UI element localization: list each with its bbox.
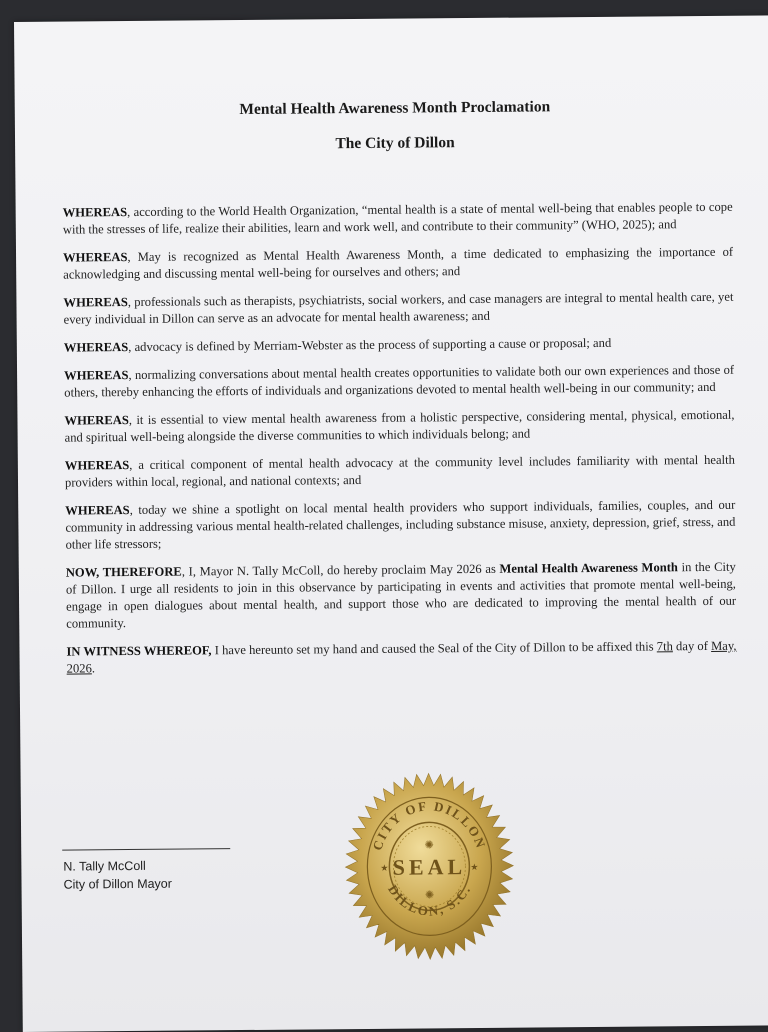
whereas-text: , May is recognized as Mental Health Awareness Month, a time dedicated to emphasizing the importance of acknowledging and discussing mental well-being for ourselves and others; and	[63, 244, 734, 282]
whereas-lead: WHEREAS	[65, 503, 130, 518]
whereas-lead: WHEREAS	[62, 205, 128, 220]
whereas-paragraph-8	[65, 497, 735, 554]
whereas-text: , advocacy is defined by Merriam-Webster as the process of supporting a cause or proposal; and	[128, 335, 612, 355]
therefore-paragraph	[66, 559, 737, 633]
whereas-text: , according to the World Health Organization, “mental health is a state of mental well-being that enables people to cope with the stresses of life, realize their abilities, learn and work well, and contribute to their community” (WHO, 2025); and	[62, 199, 733, 237]
seal-bottom-text: DILLON, S.C.	[385, 881, 474, 919]
signatory-name: N. Tally McColl	[63, 858, 146, 874]
whereas-paragraph-1	[63, 199, 733, 239]
seal-top-text: CITY OF DILLON	[369, 798, 490, 853]
whereas-paragraph-4	[64, 334, 734, 357]
whereas-text: , today we shine a spotlight on local mental health providers who support individuals, families, couples, and our community in addressing various mental health-related challenges, including substance misuse, anxiety, depression, grief, stress, and other life stressors;	[65, 497, 736, 552]
whereas-text: , it is essential to view mental health awareness from a holistic perspective, considering mental, physical, emotional, and spiritual well-being alongside the diverse communities to which individuals belong; and	[64, 407, 735, 445]
whereas-paragraph-3	[63, 289, 733, 329]
witness-lead: IN WITNESS WHEREOF,	[66, 643, 212, 659]
document-subtitle: The City of Dillon	[335, 134, 455, 153]
whereas-text: , normalizing conversations about mental health creates opportunities to validate both our own experiences and those of others, thereby enhancing the efforts of individuals and organizations devoted to mental health well-being in our community; and	[64, 362, 735, 400]
witness-day: 7th	[656, 639, 673, 654]
whereas-lead: WHEREAS	[62, 250, 128, 265]
whereas-lead: WHEREAS	[63, 295, 128, 310]
whereas-text: , a critical component of mental health advocacy at the community level includes familiarity with mental health providers within local, regional, and national contexts; and	[64, 452, 735, 490]
signature-line	[62, 848, 230, 850]
document-title: Mental Health Awareness Month Proclamation	[239, 98, 551, 119]
witness-text-b: day of	[672, 638, 712, 654]
whereas-lead: WHEREAS	[63, 340, 129, 355]
signatory-title: City of Dillon Mayor	[63, 876, 172, 892]
witness-paragraph	[66, 638, 736, 678]
witness-text-c: .	[91, 661, 96, 676]
seal-center-text: SEAL	[392, 854, 467, 880]
whereas-text: , professionals such as therapists, psychiatrists, social workers, and case managers are integral to mental health care, yet every individual in Dillon can serve as an advocate for mental health awareness; and	[63, 289, 734, 327]
whereas-lead: WHEREAS	[64, 458, 130, 473]
witness-text-a: I have hereunto set my hand and caused the Seal of the City of Dillon to be affixed this	[211, 639, 657, 658]
therefore-bold: Mental Health Awareness Month	[499, 560, 678, 576]
seal-star-icon: ✺	[424, 839, 434, 852]
seal-star-icon: ★	[380, 862, 389, 873]
city-seal	[344, 770, 516, 961]
whereas-paragraph-6	[64, 407, 734, 447]
proclamation-page	[14, 15, 768, 1032]
whereas-lead: WHEREAS	[64, 413, 129, 428]
whereas-paragraph-2	[63, 244, 733, 284]
therefore-lead: NOW, THEREFORE	[65, 564, 182, 580]
witness-month-year: May, 2026	[66, 638, 737, 676]
whereas-paragraph-5	[64, 362, 734, 402]
therefore-text-a: , I, Mayor N. Tally McColl, do hereby proclaim May 2026 as	[181, 561, 500, 579]
proclamation-body	[63, 199, 737, 689]
therefore-text-b: in the City of Dillon. I urge all residents to join in this observance by participating in events and activities that promote mental well-being, engage in open dialogues about mental health, and support those who are dedicated to improving the mental health of our community.	[65, 559, 737, 631]
whereas-lead: WHEREAS	[64, 368, 129, 383]
whereas-paragraph-7	[65, 452, 735, 492]
seal-star-icon: ✺	[424, 889, 435, 902]
seal-star-icon: ★	[470, 861, 479, 873]
